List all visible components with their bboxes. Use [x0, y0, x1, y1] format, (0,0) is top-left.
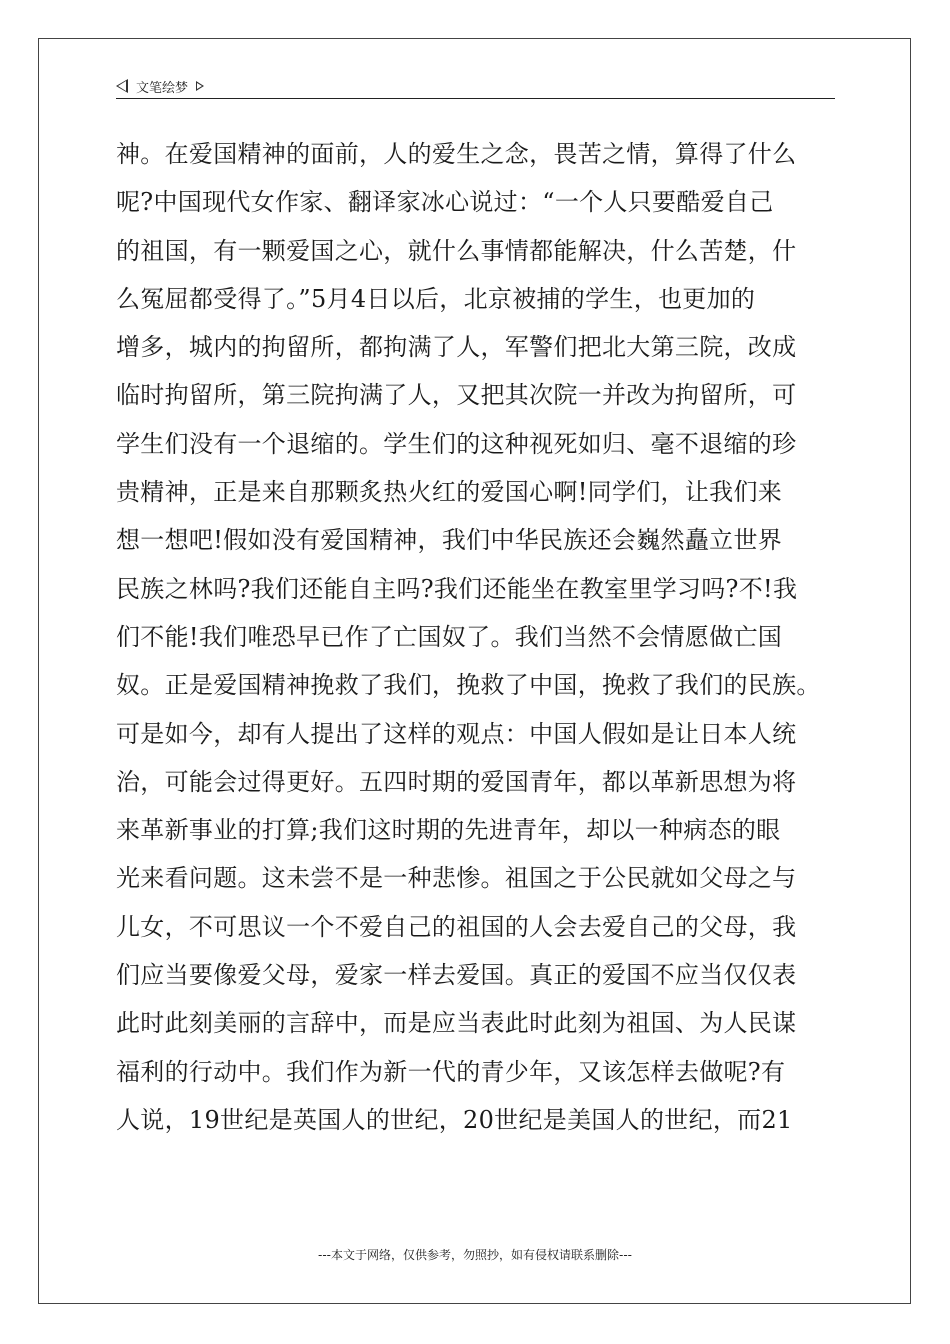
text-line: 福利的行动中。我们作为新一代的青少年，又该怎样去做呢?有 [116, 1057, 786, 1086]
text-line: 民族之林吗?我们还能自主吗?我们还能坐在教室里学习吗?不!我 [116, 574, 798, 603]
page-header [116, 74, 835, 98]
text-line: 光来看问题。这未尝不是一种悲惨。祖国之于公民就如父母之与 [116, 864, 797, 893]
text-line: 呢?中国现代女作家、翻译家冰心说过：“一个人只要酷爱自己 [116, 188, 774, 217]
text-line: 奴。正是爱国精神挽救了我们，挽救了中国，挽救了我们的民族。 [116, 671, 821, 700]
body-text [116, 130, 856, 1144]
text-line: 来革新事业的打算;我们这时期的先进青年，却以一种病态的眼 [116, 816, 781, 845]
text-line: 临时拘留所，第三院拘满了人，又把其次院一并改为拘留所，可 [116, 381, 797, 410]
text-line: 人说，19世纪是英国人的世纪，20世纪是美国人的世纪，而21 [116, 1105, 793, 1134]
text-line: 治，可能会过得更好。五四时期的爱国青年，都以革新思想为将 [116, 767, 797, 796]
triangle-left-icon [116, 79, 128, 93]
text-line: 贵精神，正是来自那颗炙热火红的爱国心啊!同学们，让我们来 [116, 478, 783, 507]
text-line: 们应当要像爱父母，爱家一样去爱国。真正的爱国不应当仅仅表 [116, 961, 797, 990]
header-title: 文笔绘梦 [136, 80, 189, 96]
text-line: 增多，城内的拘留所，都拘满了人，军警们把北大第三院，改成 [116, 333, 797, 362]
triangle-right-icon [196, 81, 204, 91]
text-line: 此时此刻美丽的言辞中，而是应当表此时此刻为祖国、为人民谋 [116, 1009, 797, 1038]
text-line: 想一想吧!假如没有爱国精神，我们中华民族还会巍然矗立世界 [116, 526, 783, 555]
text-line: 么冤屈都受得了。”5月4日以后，北京被捕的学生，也更加的 [116, 284, 756, 313]
text-line: 们不能!我们唯恐早已作了亡国奴了。我们当然不会情愿做亡国 [116, 622, 783, 651]
footer-disclaimer: ---本文于网络，仅供参考，勿照抄，如有侵权请联系删除--- [318, 1248, 632, 1262]
text-line: 的祖国，有一颗爱国之心，就什么事情都能解决，什么苦楚，什 [116, 236, 797, 265]
text-line: 神。在爱国精神的面前，人的爱生之念，畏苦之情，算得了什么 [116, 140, 797, 168]
text-line: 可是如今，却有人提出了这样的观点：中国人假如是让日本人统 [116, 719, 797, 748]
text-line: 儿女，不可思议一个不爱自己的祖国的人会去爱自己的父母，我 [116, 912, 797, 941]
header-divider [116, 98, 835, 99]
text-line: 学生们没有一个退缩的。学生们的这种视死如归、毫不退缩的珍 [116, 429, 797, 458]
